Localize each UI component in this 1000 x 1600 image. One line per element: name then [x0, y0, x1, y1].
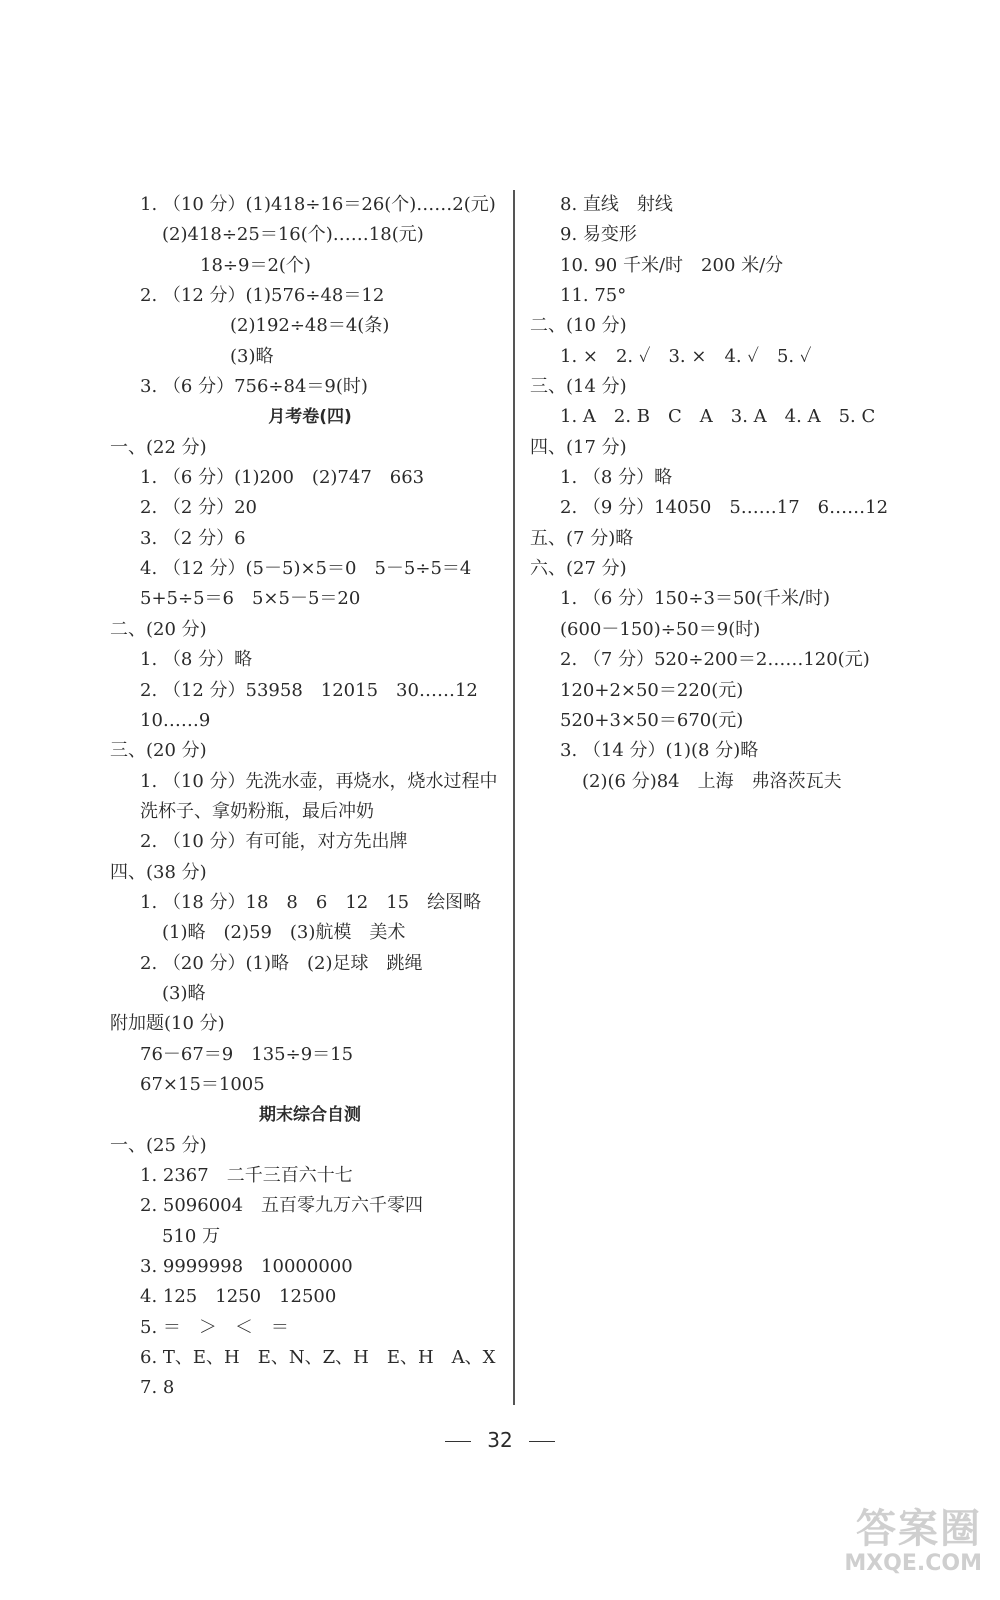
- answer-line: 三、(20 分): [110, 740, 207, 762]
- watermark-line2: MXQE.COM: [844, 1551, 982, 1576]
- answer-line: (3)略: [162, 982, 206, 1004]
- answer-line: 1. （6 分）150÷3＝50(千米/时): [560, 588, 830, 610]
- answer-line: 9. 易变形: [560, 224, 637, 246]
- answer-line: 2. （2 分）20: [140, 497, 257, 519]
- answer-line: 2. （12 分）53958 12015 30……12: [140, 679, 478, 701]
- section-title: 期末综合自测: [259, 1105, 361, 1126]
- answer-line: 六、(27 分): [530, 558, 627, 580]
- answer-line: 3. （6 分）756÷84＝9(时): [140, 376, 368, 398]
- answer-line: 2. 5096004 五百零九万六千零四: [140, 1195, 424, 1217]
- answer-line: (1)略 (2)59 (3)航模 美术: [162, 922, 406, 944]
- answer-line: 附加题(10 分): [110, 1013, 225, 1035]
- answer-line: (600－150)÷50＝9(时): [560, 618, 761, 640]
- answer-line: 一、(25 分): [110, 1134, 207, 1156]
- answer-line: 2. （12 分）(1)576÷48＝12: [140, 285, 385, 307]
- answer-line: 3. （2 分）6: [140, 527, 246, 549]
- answer-line: 一、(22 分): [110, 436, 207, 458]
- answer-line: 11. 75°: [560, 285, 627, 307]
- answer-line: 2. （10 分）有可能，对方先出牌: [140, 831, 408, 853]
- answer-line: 1. × 2. ✓ 3. × 4. ✓ 5. ✓: [560, 345, 812, 367]
- answer-line: 1. （18 分）18 8 6 12 15 绘图略: [140, 891, 482, 913]
- section-title: 月考卷(四): [268, 407, 352, 428]
- answer-line: 76－67＝9 135÷9＝15: [140, 1043, 354, 1065]
- answer-line: 1. 2367 二千三百六十七: [140, 1165, 353, 1186]
- answer-line: 10. 90 千米/时 200 米/分: [560, 254, 784, 276]
- answer-line: 4. （12 分）(5－5)×5＝0 5－5÷5＝4: [140, 558, 472, 580]
- page-number-dash-right: [529, 1441, 555, 1443]
- answer-line: 1. （8 分）略: [560, 467, 673, 489]
- answer-line: 18÷9＝2(个): [200, 254, 311, 276]
- answer-line: (2)(6 分)84 上海 弗洛茨瓦夫: [582, 770, 842, 792]
- page-number: [0, 1428, 1000, 1452]
- answer-line: 510 万: [162, 1225, 221, 1247]
- answer-line: 二、(20 分): [110, 618, 207, 640]
- answer-line: (2)418÷25＝16(个)……18(元): [162, 224, 424, 246]
- answer-line: 120+2×50＝220(元): [560, 679, 744, 701]
- answer-line: 2. （7 分）520÷200＝2……120(元): [560, 649, 870, 671]
- answer-line: 1. （10 分）(1)418÷16＝26(个)……2(元): [140, 194, 496, 215]
- answer-line: (2)192÷48＝4(条): [230, 315, 390, 337]
- answer-line: 5+5÷5＝6 5×5－5＝20: [140, 588, 361, 610]
- answer-line: 520+3×50＝670(元): [560, 709, 744, 731]
- right-column: [530, 190, 950, 797]
- answer-line: 7. 8: [140, 1377, 175, 1399]
- answer-line: 8. 直线 射线: [560, 194, 673, 215]
- watermark-line1: 答案圈: [856, 1506, 982, 1552]
- answer-line: (3)略: [230, 345, 274, 367]
- answer-line: 3. 9999998 10000000: [140, 1256, 353, 1278]
- answer-line: 五、(7 分)略: [530, 527, 634, 549]
- answer-line: 三、(14 分): [530, 376, 627, 398]
- answer-line: 二、(10 分): [530, 315, 627, 337]
- answer-line: 洗杯子、拿奶粉瓶，最后冲奶: [140, 800, 374, 822]
- answer-line: 四、(38 分): [110, 861, 207, 883]
- answer-line: 2. （20 分）(1)略 (2)足球 跳绳: [140, 952, 423, 974]
- answer-line: 1. （8 分）略: [140, 649, 253, 671]
- answer-line: 2. （9 分）14050 5……17 6……12: [560, 497, 889, 519]
- answer-line: 1. （10 分）先洗水壶，再烧水，烧水过程中: [140, 770, 498, 792]
- answer-line: 10……9: [140, 709, 211, 731]
- watermark-logo: [812, 1506, 982, 1586]
- answer-line: 67×15＝1005: [140, 1073, 265, 1095]
- page-number-text: 32: [487, 1428, 513, 1452]
- answer-line: 4. 125 1250 12500: [140, 1286, 337, 1308]
- answer-line: 四、(17 分): [530, 436, 627, 458]
- column-divider: [513, 190, 515, 1405]
- left-column: [110, 190, 510, 1404]
- answer-line: 1. A 2. B C A 3. A 4. A 5. C: [560, 406, 876, 428]
- answer-line: 5. ＝ ＞ ＜ ＝: [140, 1316, 289, 1338]
- answer-line: 3. （14 分）(1)(8 分)略: [560, 740, 759, 762]
- page-number-dash-left: [445, 1441, 471, 1443]
- answer-line: 6. T、E、H E、N、Z、H E、H A、X: [140, 1347, 496, 1369]
- answer-line: 1. （6 分）(1)200 (2)747 663: [140, 467, 425, 489]
